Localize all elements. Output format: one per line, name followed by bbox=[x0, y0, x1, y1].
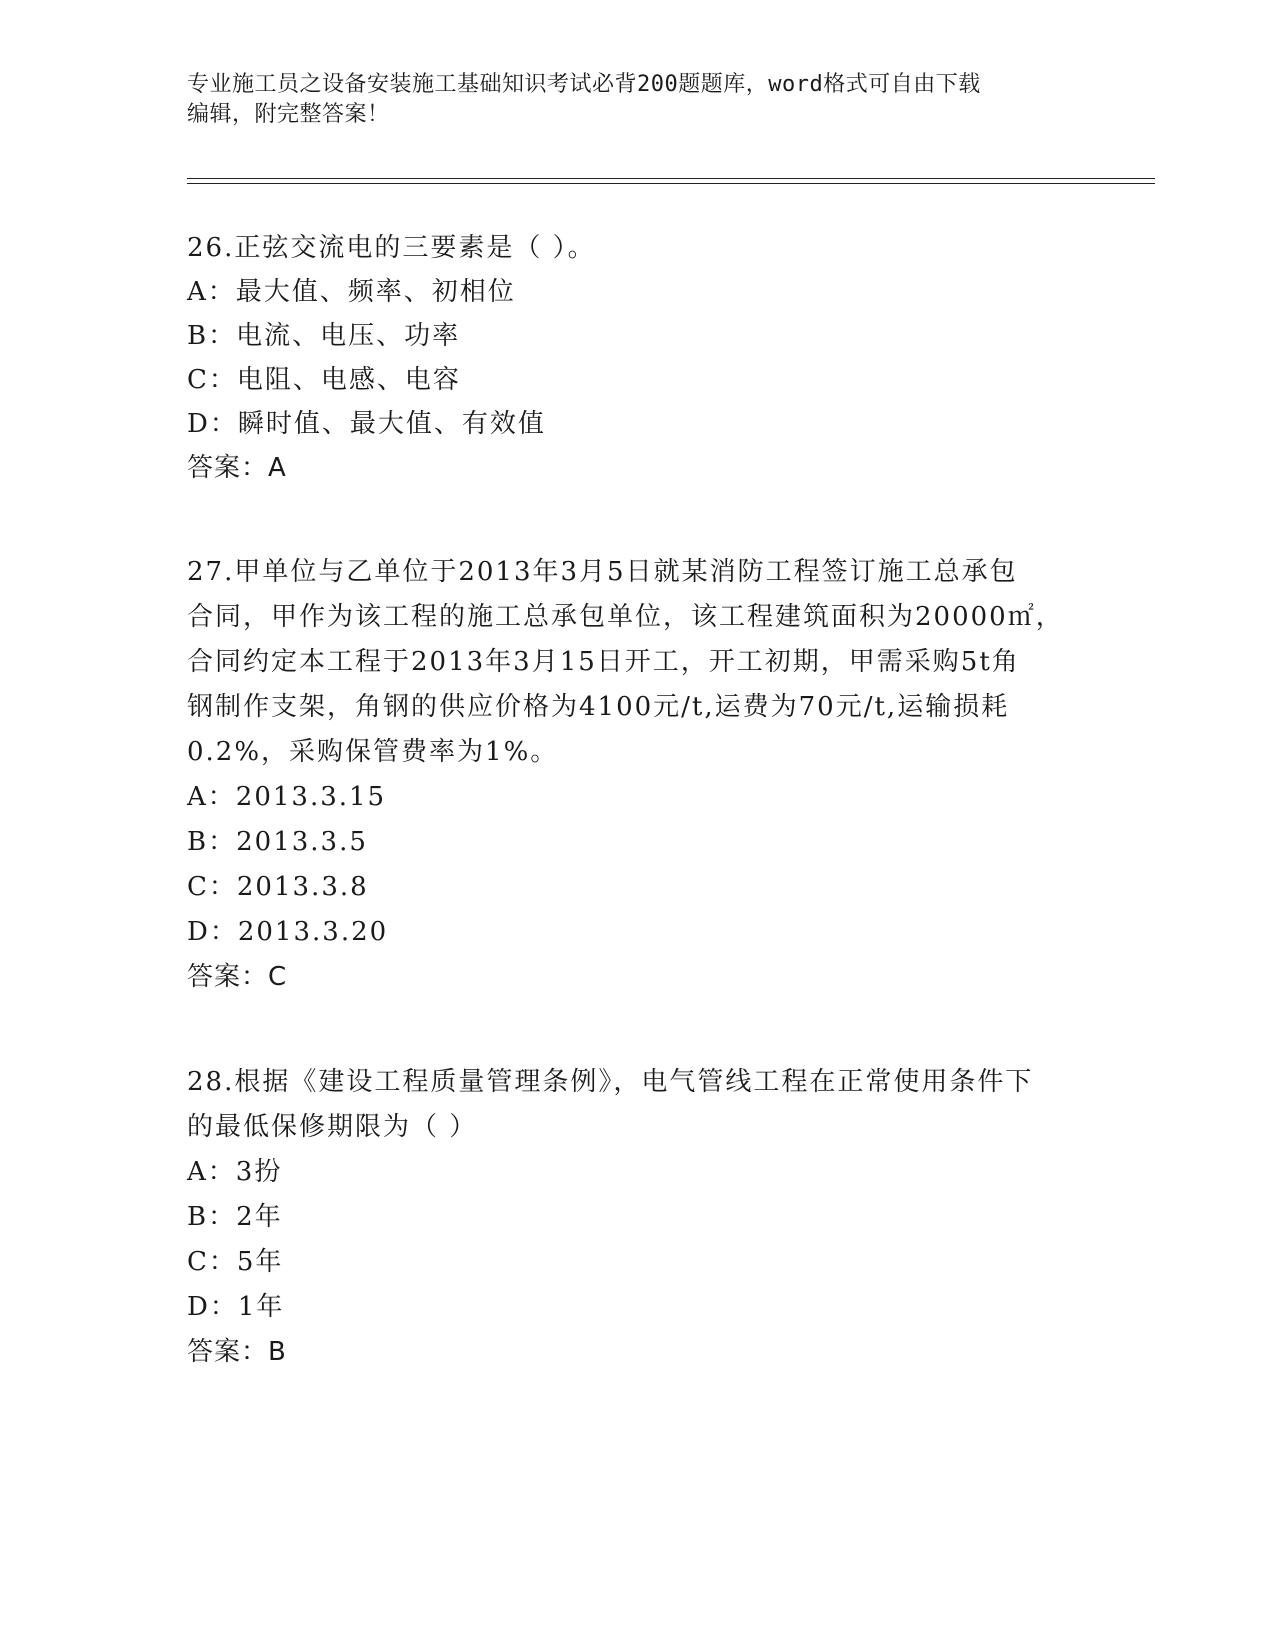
document-header bbox=[187, 70, 1067, 130]
question-27-answer: 答案：C bbox=[187, 962, 288, 992]
question-26-stem: 26.正弦交流电的三要素是（ ）。 bbox=[187, 233, 596, 263]
header-divider-bottom bbox=[187, 183, 1155, 184]
question-27-stem-line-5: 0.2%，采购保管费率为1%。 bbox=[187, 737, 559, 767]
question-28-option-c: C：5年 bbox=[187, 1247, 284, 1277]
question-27-stem-line-4: 钢制作支架，角钢的供应价格为4100元/t,运费为70元/t,运输损耗 bbox=[187, 692, 1010, 722]
question-26-answer: 答案：A bbox=[187, 453, 287, 483]
question-28-option-d: D：1年 bbox=[187, 1292, 285, 1322]
header-line-1: 专业施工员之设备安装施工基础知识考试必背200题题库，word格式可自由下载 bbox=[187, 72, 981, 97]
question-27-stem-line-3: 合同约定本工程于2013年3月15日开工，开工初期，甲需采购5t角 bbox=[187, 647, 1020, 677]
question-27-option-a: A：2013.3.15 bbox=[187, 782, 387, 812]
question-27-option-d: D：2013.3.20 bbox=[187, 917, 389, 947]
question-26-option-a: A：最大值、频率、初相位 bbox=[187, 277, 516, 307]
question-27-option-b: B：2013.3.5 bbox=[187, 827, 368, 857]
question-26-option-d: D：瞬时值、最大值、有效值 bbox=[187, 409, 546, 439]
question-27-stem-line-1: 27.甲单位与乙单位于2013年3月5日就某消防工程签订施工总承包 bbox=[187, 557, 1018, 587]
question-28-option-a: A：3扮 bbox=[187, 1157, 283, 1187]
question-28-stem-line-2: 的最低保修期限为（ ） bbox=[187, 1112, 478, 1142]
question-26-option-c: C：电阻、电感、电容 bbox=[187, 365, 461, 395]
question-28-stem-line-1: 28.根据《建设工程质量管理条例》，电气管线工程在正常使用条件下 bbox=[187, 1067, 1034, 1097]
question-26-option-b: B：电流、电压、功率 bbox=[187, 321, 461, 351]
question-28-answer: 答案：B bbox=[187, 1337, 287, 1367]
question-27-option-c: C：2013.3.8 bbox=[187, 872, 369, 902]
header-line-2: 编辑，附完整答案！ bbox=[187, 102, 390, 127]
question-28-option-b: B：2年 bbox=[187, 1202, 283, 1232]
header-divider-top bbox=[187, 178, 1155, 179]
question-27-stem-line-2: 合同，甲作为该工程的施工总承包单位，该工程建筑面积为20000㎡， bbox=[187, 602, 1064, 632]
